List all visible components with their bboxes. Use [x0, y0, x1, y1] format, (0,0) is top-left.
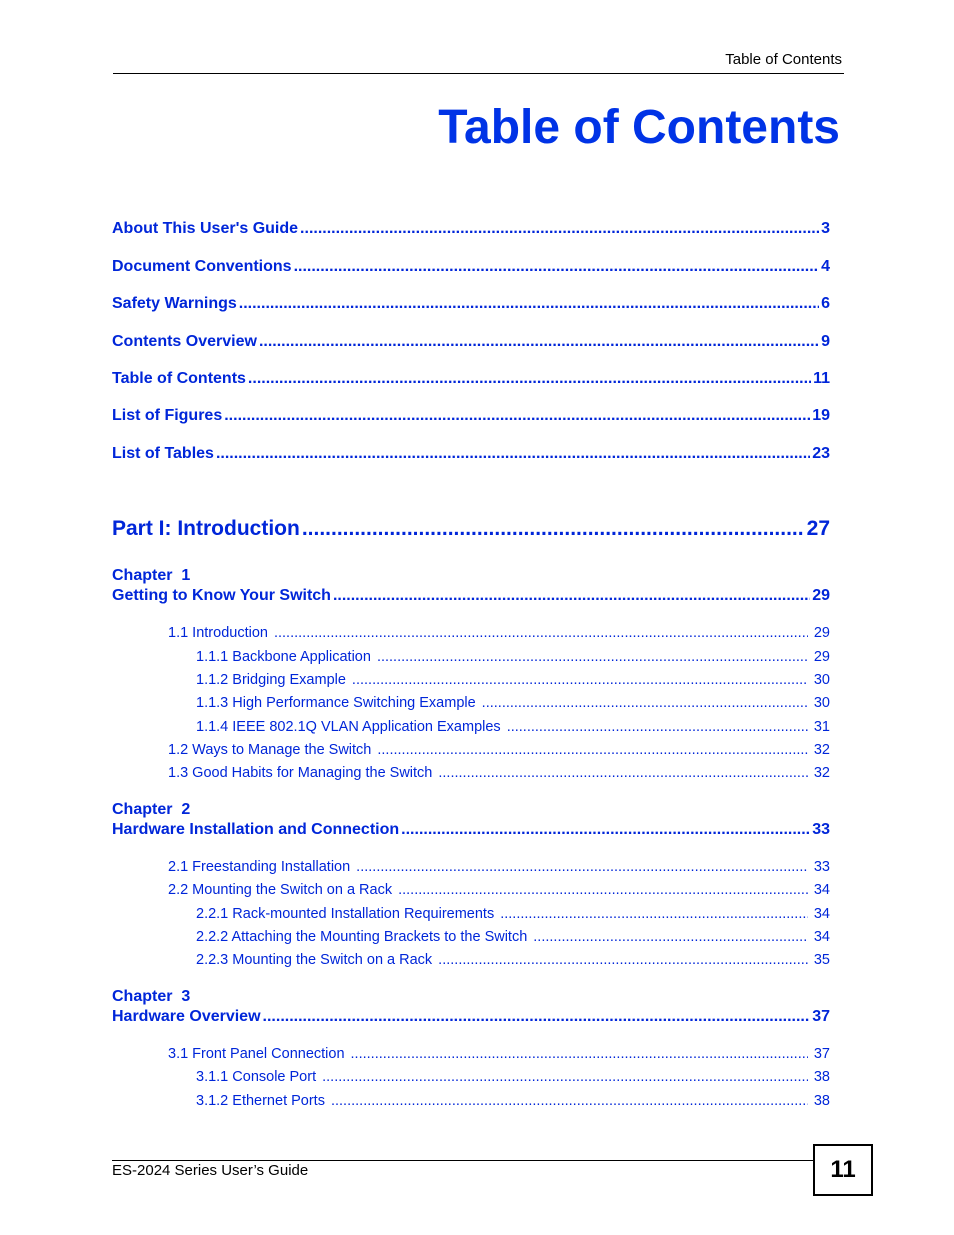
dot-leader [377, 741, 807, 759]
dot-leader [294, 257, 820, 277]
toc-label: Part I: Introduction [112, 517, 300, 540]
toc-entry-chapter-2[interactable] [112, 820, 830, 840]
toc-page: 32 [813, 742, 830, 758]
toc-page: 31 [813, 719, 830, 735]
dot-leader [351, 1045, 808, 1063]
toc-page: 37 [812, 1008, 830, 1025]
toc-label: 1.1.2 Bridging Example [196, 672, 346, 688]
toc-page: 35 [813, 952, 830, 968]
toc-label: Table of Contents [112, 370, 246, 387]
dot-leader [302, 516, 805, 542]
toc-page: 38 [813, 1093, 830, 1109]
toc-entry-section[interactable] [168, 624, 830, 642]
page-number-box: 11 [813, 1144, 873, 1196]
dot-leader [482, 694, 808, 712]
toc-label: 1.3 Good Habits for Managing the Switch [168, 765, 433, 781]
toc-page: 9 [821, 333, 830, 350]
toc-entry-subsection[interactable] [196, 718, 830, 736]
toc-label: Hardware Overview [112, 1008, 261, 1025]
toc-label: Contents Overview [112, 333, 257, 350]
toc-entry-list-of-figures[interactable] [112, 406, 830, 426]
toc-entry-subsection[interactable] [196, 694, 830, 712]
dot-leader [333, 586, 810, 606]
toc-entry-section[interactable] [168, 858, 830, 876]
dot-leader [438, 764, 807, 782]
dot-leader [533, 928, 808, 946]
toc-label: 2.2.2 Attaching the Mounting Brackets to the Switch [196, 929, 528, 945]
toc-label: List of Figures [112, 407, 223, 424]
toc-label: 3.1.2 Ethernet Ports [196, 1093, 325, 1109]
toc-entry-chapter-3[interactable] [112, 1007, 830, 1027]
chapter-label: Chapter 3 [112, 988, 191, 1005]
toc-label: About This User's Guide [112, 220, 299, 237]
page-title: Table of Contents [438, 101, 840, 154]
toc-label: Hardware Installation and Connection [112, 821, 400, 838]
toc-page: 30 [813, 695, 830, 711]
toc-page: 33 [813, 859, 830, 875]
toc-page: 33 [812, 821, 830, 838]
toc-entry-contents-overview[interactable] [112, 332, 830, 352]
toc-entry-section[interactable] [168, 764, 830, 782]
dot-leader [401, 820, 810, 840]
toc-label: Getting to Know Your Switch [112, 587, 331, 604]
dot-leader [352, 671, 808, 689]
toc-label: 2.2.3 Mounting the Switch on a Rack [196, 952, 433, 968]
toc-entry-subsection[interactable] [196, 928, 830, 946]
toc-page: 34 [813, 882, 830, 898]
toc-entry-subsection[interactable] [196, 951, 830, 969]
footer-guide-name: ES-2024 Series User’s Guide [112, 1162, 309, 1179]
dot-leader [398, 881, 808, 899]
toc-label: 3.1 Front Panel Connection [168, 1046, 345, 1062]
toc-page: 6 [821, 295, 830, 312]
dot-leader [438, 951, 808, 969]
toc-entry-section[interactable] [168, 881, 830, 899]
dot-leader [331, 1092, 808, 1110]
chapter-label: Chapter 2 [112, 801, 191, 818]
toc-page: 11 [813, 370, 830, 387]
toc-label: 3.1.1 Console Port [196, 1069, 317, 1085]
toc-page: 3 [821, 220, 830, 237]
dot-leader [239, 294, 819, 314]
toc-label: 1.1.1 Backbone Application [196, 649, 371, 665]
toc-entry-section[interactable] [168, 1045, 830, 1063]
toc-entry-subsection[interactable] [196, 671, 830, 689]
toc-entry-safety-warnings[interactable] [112, 294, 830, 314]
dot-leader [507, 718, 808, 736]
toc-entry-list-of-tables[interactable] [112, 444, 830, 464]
toc-page: 32 [813, 765, 830, 781]
header-rule [113, 73, 844, 74]
toc-page: 34 [813, 929, 830, 945]
toc-label: Document Conventions [112, 258, 292, 275]
toc-page: 29 [813, 625, 830, 641]
chapter-label: Chapter 1 [112, 567, 191, 584]
toc-label: 2.2.1 Rack-mounted Installation Requirements [196, 906, 495, 922]
toc-entry-about-guide[interactable] [112, 219, 830, 239]
toc-label: 2.1 Freestanding Installation [168, 859, 351, 875]
dot-leader [259, 332, 819, 352]
toc-label: 2.2 Mounting the Switch on a Rack [168, 882, 393, 898]
toc-page: 19 [812, 407, 830, 424]
toc-page: 37 [813, 1046, 830, 1062]
toc-page: 27 [806, 517, 830, 540]
dot-leader [300, 219, 819, 239]
toc-entry-document-conventions[interactable] [112, 257, 830, 277]
dot-leader [377, 648, 808, 666]
toc-page: 23 [812, 445, 830, 462]
toc-entry-table-of-contents[interactable] [112, 369, 830, 389]
toc-entry-part-introduction[interactable] [112, 516, 830, 542]
toc-entry-subsection[interactable] [196, 648, 830, 666]
dot-leader [248, 369, 811, 389]
toc-label: 1.1.3 High Performance Switching Example [196, 695, 476, 711]
toc-page: 38 [813, 1069, 830, 1085]
toc-page: 30 [813, 672, 830, 688]
dot-leader [263, 1007, 811, 1027]
toc-page: 29 [812, 587, 830, 604]
dot-leader [356, 858, 808, 876]
toc-entry-subsection[interactable] [196, 905, 830, 923]
toc-entry-section[interactable] [168, 741, 830, 759]
dot-leader [216, 444, 810, 464]
dot-leader [274, 624, 808, 642]
toc-entry-chapter-1[interactable] [112, 586, 830, 606]
dot-leader [224, 406, 810, 426]
toc-label: 1.1.4 IEEE 802.1Q VLAN Application Examples [196, 719, 501, 735]
toc-label: List of Tables [112, 445, 214, 462]
toc-entry-subsection[interactable] [196, 1068, 830, 1086]
toc-entry-subsection[interactable] [196, 1092, 830, 1110]
toc-label: 1.2 Ways to Manage the Switch [168, 742, 372, 758]
footer-rule [112, 1160, 814, 1161]
toc-page: 4 [821, 258, 830, 275]
running-head: Table of Contents [725, 51, 842, 68]
toc-label: Safety Warnings [112, 295, 237, 312]
toc-page: 29 [813, 649, 830, 665]
toc-label: 1.1 Introduction [168, 625, 268, 641]
dot-leader [322, 1068, 808, 1086]
dot-leader [500, 905, 808, 923]
toc-page: 34 [813, 906, 830, 922]
